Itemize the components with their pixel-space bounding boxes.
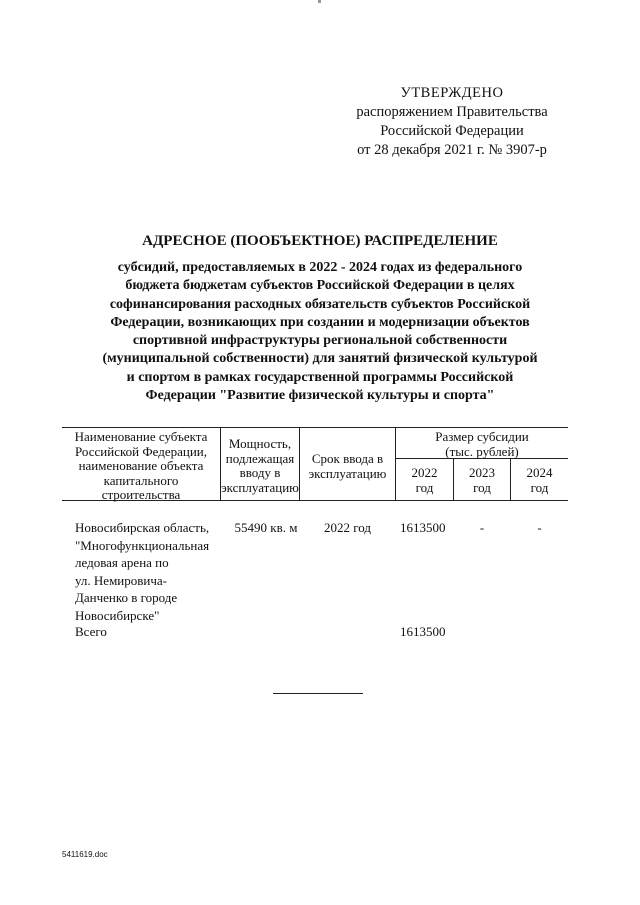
row-commissioning: 2022 год: [324, 520, 371, 535]
header-name-line: наименование объекта: [78, 458, 204, 473]
header-name-line: Российской Федерации,: [75, 443, 207, 459]
total-label: Всего: [75, 624, 107, 639]
subtitle-line: субсидий, предоставляемых в 2022 - 2024 годах из федерального: [117, 260, 523, 275]
subtitle-line: Федерации "Развитие физической культуры и спорта": [145, 388, 495, 404]
doc-number: 5411619.doc: [62, 850, 108, 859]
header-year-2022: [396, 466, 453, 495]
header-commissioning-line: Срок ввода в: [311, 451, 384, 466]
header-name-line: Наименование субъекта: [74, 429, 208, 444]
header-commissioning-line: эксплуатацию: [308, 465, 387, 481]
header-capacity-line: вводу в: [239, 465, 281, 480]
header-subsidy: [396, 430, 568, 459]
subtitle-line: спортивной инфраструктуры региональной собственности: [132, 333, 508, 349]
row-object-name: [75, 519, 225, 624]
header-year-2023: [454, 466, 510, 495]
object-name-line: Новосибирске": [75, 607, 160, 623]
header-commissioning: [300, 452, 395, 481]
header-year-unit: год: [415, 479, 434, 495]
approval-title: УТВЕРЖДЕНО: [400, 85, 504, 101]
subtitle-line: бюджета бюджетам субъектов Российской Федерации в целях: [125, 278, 515, 294]
approval-line-3: от 28 декабря 2021 г. № 3907-р: [357, 142, 547, 158]
object-name-line: Новосибирская область,: [75, 520, 210, 535]
header-year: 2023: [469, 465, 495, 480]
closing-rule: [273, 693, 363, 694]
header-capacity-line: эксплуатацию: [221, 479, 299, 495]
row-subsidy-2024: -: [537, 520, 542, 535]
subtitle-line: и спортом в рамках государственной программы Российской: [126, 369, 514, 385]
header-name: [62, 430, 220, 503]
row-capacity: 55490 кв. м: [234, 520, 298, 535]
header-capacity: [221, 437, 299, 495]
header-name-line: строительства: [101, 487, 181, 502]
header-subsidy-line: Размер субсидии: [435, 429, 529, 444]
subtitle-line: Федерации, возникающих при создании и модернизации объектов: [110, 314, 530, 330]
header-year: 2022: [411, 465, 438, 480]
header-year-unit: год: [530, 479, 549, 495]
object-name-line: ул. Немировича-: [75, 572, 167, 588]
object-name-line: "Многофункциональная: [75, 537, 210, 553]
header-name-line: капитального: [103, 472, 179, 488]
object-name-line: ледовая арена по: [75, 555, 169, 570]
page-mark: [318, 0, 321, 3]
header-subsidy-line: (тыс. рублей): [445, 443, 519, 459]
header-year: 2024: [526, 465, 553, 480]
object-name-line: Данченко в городе: [75, 590, 178, 605]
approval-line-1: распоряжением Правительства: [356, 104, 548, 120]
table-top-border: [62, 427, 568, 428]
approval-line-2: Российской Федерации: [380, 123, 524, 139]
document-subtitle: [60, 259, 580, 405]
header-capacity-line: Мощность,: [228, 436, 292, 451]
document-title: АДРЕСНОЕ (ПООБЪЕКТНОЕ) РАСПРЕДЕЛЕНИЕ: [142, 233, 498, 249]
subtitle-line: софинансирования расходных обязательств субъектов Российской: [109, 296, 531, 312]
header-year-unit: год: [473, 479, 491, 495]
row-subsidy-2022: 1613500: [400, 520, 446, 535]
header-capacity-line: подлежащая: [225, 450, 295, 466]
header-year-2024: [511, 466, 568, 495]
approval-block: [340, 84, 564, 160]
total-subsidy-2022: 1613500: [400, 624, 446, 639]
subtitle-line: (муниципальной собственности) для занятий физической культурой: [102, 351, 538, 367]
row-subsidy-2023: -: [479, 520, 485, 535]
